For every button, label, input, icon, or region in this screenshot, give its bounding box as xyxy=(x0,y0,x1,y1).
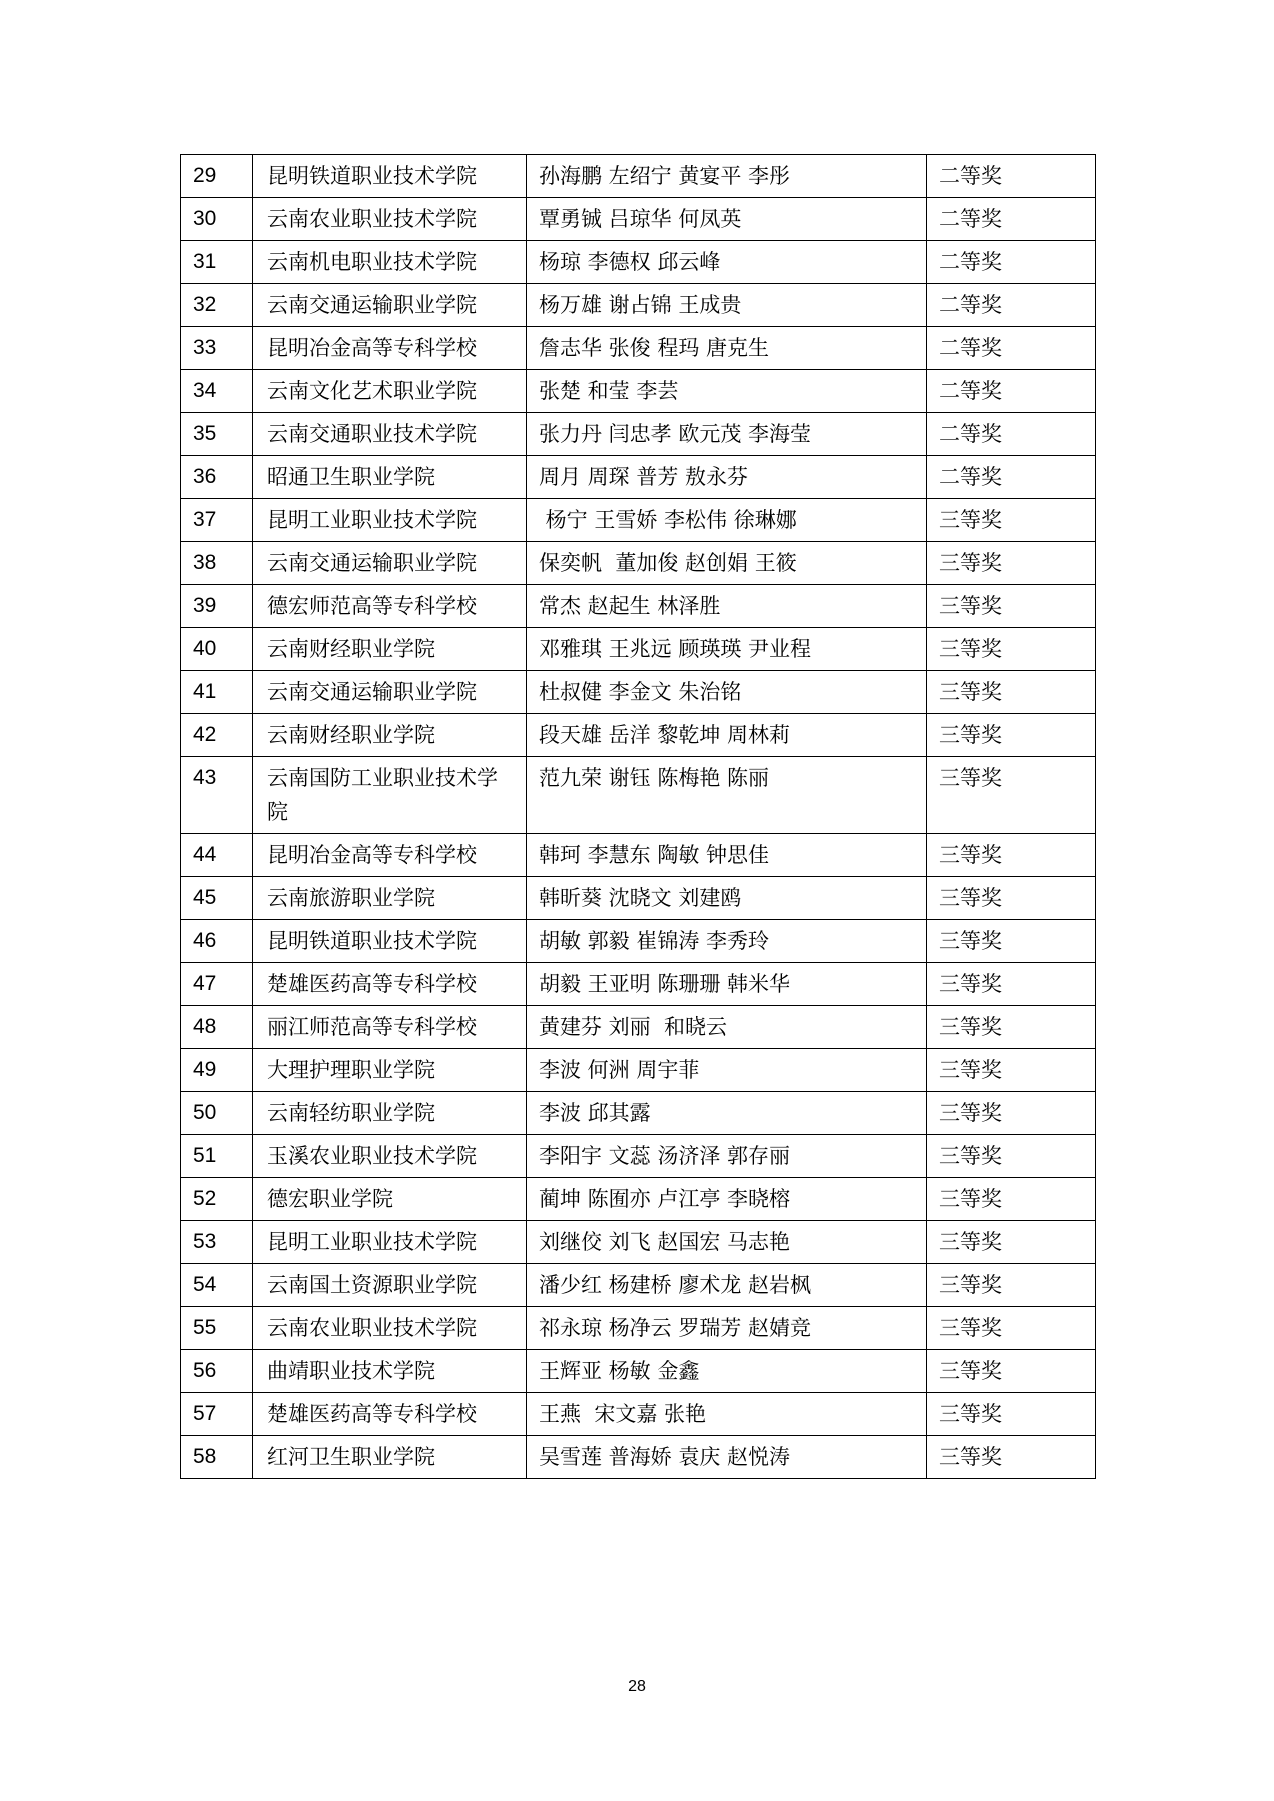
row-number-cell: 32 xyxy=(181,284,253,327)
school-cell: 云南机电职业技术学院 xyxy=(253,241,527,284)
table-row xyxy=(181,198,1096,241)
members-cell: 张楚 和莹 李芸 xyxy=(527,370,927,413)
members-cell: 詹志华 张俊 程玛 唐克生 xyxy=(527,327,927,370)
school-cell: 云南国土资源职业学院 xyxy=(253,1264,527,1307)
school-cell: 昆明冶金高等专科学校 xyxy=(253,834,527,877)
members-cell: 刘继佼 刘飞 赵国宏 马志艳 xyxy=(527,1221,927,1264)
table-row xyxy=(181,1350,1096,1393)
row-number-cell: 52 xyxy=(181,1178,253,1221)
members-cell: 张力丹 闫忠孝 欧元茂 李海莹 xyxy=(527,413,927,456)
row-number-cell: 46 xyxy=(181,920,253,963)
award-cell: 二等奖 xyxy=(927,456,1096,499)
row-number-cell: 39 xyxy=(181,585,253,628)
school-cell: 玉溪农业职业技术学院 xyxy=(253,1135,527,1178)
school-cell: 云南文化艺术职业学院 xyxy=(253,370,527,413)
school-cell: 云南农业职业技术学院 xyxy=(253,198,527,241)
row-number-cell: 35 xyxy=(181,413,253,456)
row-number-cell: 54 xyxy=(181,1264,253,1307)
row-number-cell: 45 xyxy=(181,877,253,920)
members-cell: 周月 周琛 普芳 敖永芬 xyxy=(527,456,927,499)
award-cell: 三等奖 xyxy=(927,1092,1096,1135)
award-cell: 三等奖 xyxy=(927,1006,1096,1049)
school-cell: 红河卫生职业学院 xyxy=(253,1436,527,1479)
award-cell: 三等奖 xyxy=(927,585,1096,628)
award-cell: 三等奖 xyxy=(927,1307,1096,1350)
award-cell: 二等奖 xyxy=(927,370,1096,413)
award-cell: 三等奖 xyxy=(927,1049,1096,1092)
table-row xyxy=(181,628,1096,671)
row-number-cell: 42 xyxy=(181,714,253,757)
award-cell: 三等奖 xyxy=(927,1264,1096,1307)
members-cell: 胡毅 王亚明 陈珊珊 韩米华 xyxy=(527,963,927,1006)
members-cell: 祁永琼 杨净云 罗瑞芳 赵婧竞 xyxy=(527,1307,927,1350)
school-cell: 昆明工业职业技术学院 xyxy=(253,1221,527,1264)
table-row xyxy=(181,1307,1096,1350)
award-cell: 三等奖 xyxy=(927,542,1096,585)
award-cell: 三等奖 xyxy=(927,1221,1096,1264)
school-cell: 昆明铁道职业技术学院 xyxy=(253,920,527,963)
school-cell: 曲靖职业技术学院 xyxy=(253,1350,527,1393)
members-cell: 李阳宇 文蕊 汤济泽 郭存丽 xyxy=(527,1135,927,1178)
members-cell: 吴雪莲 普海娇 袁庆 赵悦涛 xyxy=(527,1436,927,1479)
award-cell: 二等奖 xyxy=(927,241,1096,284)
table-row xyxy=(181,1092,1096,1135)
award-cell: 三等奖 xyxy=(927,1178,1096,1221)
award-cell: 二等奖 xyxy=(927,284,1096,327)
award-cell: 三等奖 xyxy=(927,1135,1096,1178)
members-cell: 范九荣 谢钰 陈梅艳 陈丽 xyxy=(527,757,927,834)
award-cell: 三等奖 xyxy=(927,628,1096,671)
row-number-cell: 53 xyxy=(181,1221,253,1264)
members-cell: 邓雅琪 王兆远 顾瑛瑛 尹业程 xyxy=(527,628,927,671)
table-row xyxy=(181,585,1096,628)
table-row xyxy=(181,1049,1096,1092)
school-cell: 德宏师范高等专科学校 xyxy=(253,585,527,628)
members-cell: 潘少红 杨建桥 廖术龙 赵岩枫 xyxy=(527,1264,927,1307)
row-number-cell: 37 xyxy=(181,499,253,542)
school-cell: 昆明冶金高等专科学校 xyxy=(253,327,527,370)
row-number-cell: 29 xyxy=(181,155,253,198)
table-row xyxy=(181,370,1096,413)
school-cell: 云南国防工业职业技术学院 xyxy=(253,757,527,834)
members-cell: 覃勇铖 吕琼华 何凤英 xyxy=(527,198,927,241)
table-row xyxy=(181,241,1096,284)
members-cell: 孙海鹏 左绍宁 黄宴平 李彤 xyxy=(527,155,927,198)
row-number-cell: 43 xyxy=(181,757,253,834)
award-cell: 二等奖 xyxy=(927,155,1096,198)
table-row xyxy=(181,542,1096,585)
school-cell: 楚雄医药高等专科学校 xyxy=(253,963,527,1006)
school-cell: 云南交通职业技术学院 xyxy=(253,413,527,456)
table-row xyxy=(181,920,1096,963)
school-cell: 昆明工业职业技术学院 xyxy=(253,499,527,542)
table-row xyxy=(181,963,1096,1006)
award-cell: 三等奖 xyxy=(927,1350,1096,1393)
award-cell: 二等奖 xyxy=(927,198,1096,241)
members-cell: 黄建芬 刘丽 和晓云 xyxy=(527,1006,927,1049)
table-row xyxy=(181,327,1096,370)
members-cell: 王燕 宋文嘉 张艳 xyxy=(527,1393,927,1436)
members-cell: 保奕帆 董加俊 赵创娟 王筱 xyxy=(527,542,927,585)
award-cell: 三等奖 xyxy=(927,499,1096,542)
award-cell: 三等奖 xyxy=(927,963,1096,1006)
school-cell: 楚雄医药高等专科学校 xyxy=(253,1393,527,1436)
table-row xyxy=(181,1135,1096,1178)
members-cell: 杨宁 王雪娇 李松伟 徐琳娜 xyxy=(527,499,927,542)
members-cell: 段天雄 岳洋 黎乾坤 周林莉 xyxy=(527,714,927,757)
award-cell: 三等奖 xyxy=(927,920,1096,963)
row-number-cell: 50 xyxy=(181,1092,253,1135)
members-cell: 王辉亚 杨敏 金鑫 xyxy=(527,1350,927,1393)
school-cell: 丽江师范高等专科学校 xyxy=(253,1006,527,1049)
school-cell: 云南旅游职业学院 xyxy=(253,877,527,920)
table-row xyxy=(181,1393,1096,1436)
members-cell: 常杰 赵起生 林泽胜 xyxy=(527,585,927,628)
members-cell: 蔺坤 陈囿亦 卢江亭 李晓榕 xyxy=(527,1178,927,1221)
row-number-cell: 57 xyxy=(181,1393,253,1436)
members-cell: 杨琼 李德权 邱云峰 xyxy=(527,241,927,284)
table-row xyxy=(181,1178,1096,1221)
row-number-cell: 56 xyxy=(181,1350,253,1393)
award-cell: 三等奖 xyxy=(927,1436,1096,1479)
school-cell: 云南交通运输职业学院 xyxy=(253,671,527,714)
school-cell: 云南农业职业技术学院 xyxy=(253,1307,527,1350)
table-row xyxy=(181,757,1096,834)
row-number-cell: 48 xyxy=(181,1006,253,1049)
row-number-cell: 31 xyxy=(181,241,253,284)
award-cell: 三等奖 xyxy=(927,714,1096,757)
school-cell: 云南交通运输职业学院 xyxy=(253,284,527,327)
table-row xyxy=(181,499,1096,542)
table-row xyxy=(181,714,1096,757)
table-row xyxy=(181,284,1096,327)
members-cell: 胡敏 郭毅 崔锦涛 李秀玲 xyxy=(527,920,927,963)
row-number-cell: 33 xyxy=(181,327,253,370)
award-cell: 三等奖 xyxy=(927,877,1096,920)
row-number-cell: 44 xyxy=(181,834,253,877)
school-cell: 德宏职业学院 xyxy=(253,1178,527,1221)
table-row xyxy=(181,671,1096,714)
row-number-cell: 51 xyxy=(181,1135,253,1178)
school-cell: 云南轻纺职业学院 xyxy=(253,1092,527,1135)
row-number-cell: 36 xyxy=(181,456,253,499)
table-row xyxy=(181,1264,1096,1307)
members-cell: 李波 邱其露 xyxy=(527,1092,927,1135)
row-number-cell: 34 xyxy=(181,370,253,413)
table-row xyxy=(181,877,1096,920)
row-number-cell: 38 xyxy=(181,542,253,585)
award-cell: 三等奖 xyxy=(927,1393,1096,1436)
award-cell: 三等奖 xyxy=(927,834,1096,877)
row-number-cell: 41 xyxy=(181,671,253,714)
table-row xyxy=(181,155,1096,198)
row-number-cell: 49 xyxy=(181,1049,253,1092)
row-number-cell: 40 xyxy=(181,628,253,671)
school-cell: 大理护理职业学院 xyxy=(253,1049,527,1092)
award-cell: 三等奖 xyxy=(927,671,1096,714)
page-number: 28 xyxy=(628,1678,646,1695)
members-cell: 韩昕葵 沈晓文 刘建鸥 xyxy=(527,877,927,920)
school-cell: 昭通卫生职业学院 xyxy=(253,456,527,499)
awards-table xyxy=(180,154,1096,1479)
table-row xyxy=(181,1221,1096,1264)
award-cell: 二等奖 xyxy=(927,413,1096,456)
table-row xyxy=(181,1006,1096,1049)
table-row xyxy=(181,456,1096,499)
members-cell: 杨万雄 谢占锦 王成贵 xyxy=(527,284,927,327)
school-cell: 昆明铁道职业技术学院 xyxy=(253,155,527,198)
row-number-cell: 55 xyxy=(181,1307,253,1350)
school-cell: 云南财经职业学院 xyxy=(253,714,527,757)
row-number-cell: 47 xyxy=(181,963,253,1006)
row-number-cell: 58 xyxy=(181,1436,253,1479)
school-cell: 云南财经职业学院 xyxy=(253,628,527,671)
table-row xyxy=(181,413,1096,456)
members-cell: 韩珂 李慧东 陶敏 钟思佳 xyxy=(527,834,927,877)
members-cell: 李波 何洲 周宇菲 xyxy=(527,1049,927,1092)
school-cell: 云南交通运输职业学院 xyxy=(253,542,527,585)
table-row xyxy=(181,834,1096,877)
award-cell: 三等奖 xyxy=(927,757,1096,834)
row-number-cell: 30 xyxy=(181,198,253,241)
awards-table-body xyxy=(181,155,1096,1479)
members-cell: 杜叔健 李金文 朱治铭 xyxy=(527,671,927,714)
award-cell: 二等奖 xyxy=(927,327,1096,370)
table-row xyxy=(181,1436,1096,1479)
